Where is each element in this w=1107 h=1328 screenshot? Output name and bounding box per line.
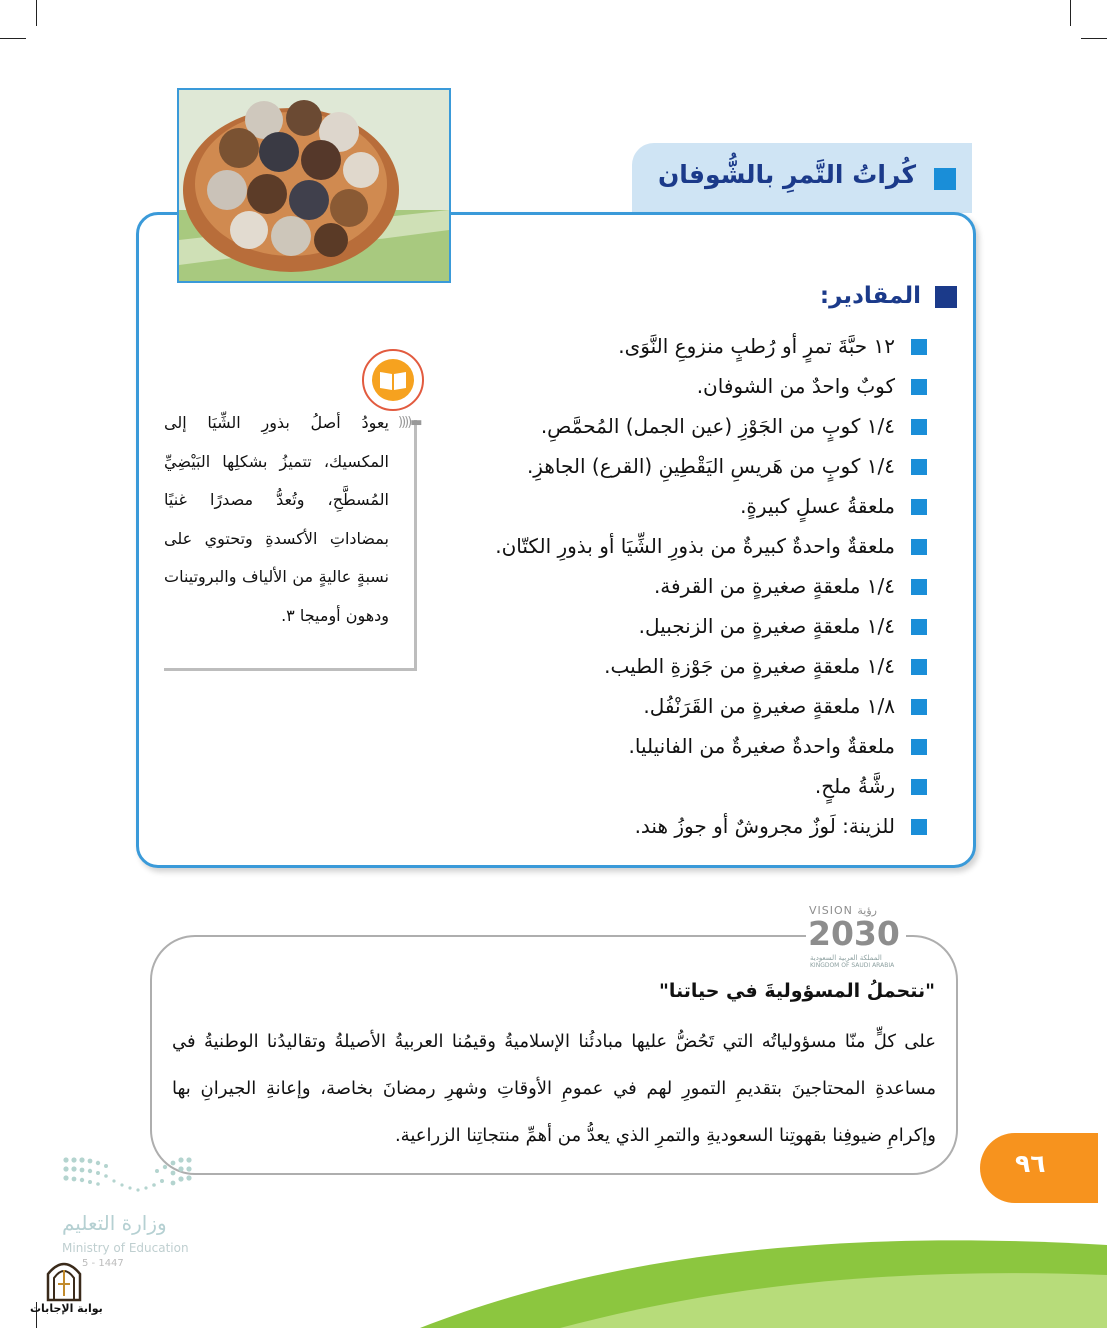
list-item: ١/٤ ملعقةٍ صغيرةٍ من الزنجبيل. [407,608,927,648]
gate-label: بوابة الإجابات [30,1302,103,1315]
bullet-square-icon [911,419,927,435]
book-icon [362,349,424,411]
list-item: للزينة: لَوزٌ مجروشٌ أو جوزُ هند. [407,808,927,848]
list-item: ملعقةٌ واحدةٌ كبيرةٌ من بذورِ الشِّيَا أو بذورِ الكتّان. [407,528,927,568]
list-item: ملعقةُ عسلٍ كبيرةٍ. [407,488,927,528]
date-balls-photo [177,88,451,283]
list-item: رشَّةُ ملحٍ. [407,768,927,808]
bullet-square-icon [911,459,927,475]
gate-logo-icon [44,1258,84,1302]
bullet-square-icon [911,659,927,675]
ingredients-list [407,328,927,848]
list-item: ١/٤ كوبٍ من الجَوْزِ (عين الجمل) المُحمَّصِ. [407,408,927,448]
bullet-square-icon [911,619,927,635]
page-number: ٩٦ [1015,1149,1046,1178]
title-square-icon [934,168,956,190]
side-note-text: يعودُ أصلُ بذورِ الشِّيَا إلى المكسيك، تتميزُ بشكلِها البَيْضِيِّ المُسطَّحِ، وتُعدُّ مصدرًا غنيًا بمضاداتِ الأكسدةِ وتحتوي على نسبةٍ عاليةٍ من الألياف والبروتينات ودهون أوميجا ٣. [164,413,389,625]
heading-square-icon [935,286,957,308]
vision-2030-logo: VISION رؤية 2030 المملكة العربية السعودية KINGDOM OF SAUDI ARABIA [806,902,906,970]
list-item: ١/٤ ملعقةٍ صغيرةٍ من جَوْزةِ الطيب. [407,648,927,688]
bullet-square-icon [911,379,927,395]
ministry-english-name: Ministry of Education [62,1241,189,1255]
bullet-square-icon [911,579,927,595]
quote-title: "نتحملُ المسؤوليةَ في حياتنا" [658,980,935,1002]
ingredients-heading [820,283,957,309]
bullet-square-icon [911,339,927,355]
ingredients-heading-text: المقادير: [819,283,921,309]
bullet-square-icon [911,539,927,555]
list-item: كوبٌ واحدٌ من الشوفان. [407,368,927,408]
bullet-square-icon [911,499,927,515]
crop-mark [36,0,37,26]
page-number-badge [980,1133,1098,1203]
bullet-square-icon [911,739,927,755]
side-note-marks: ))))▬ [398,415,421,430]
crop-mark [0,38,26,39]
list-item: ١/٤ ملعقةٍ صغيرةٍ من القرفة. [407,568,927,608]
list-item: ١٢ حبَّةَ تمرٍ أو رُطبٍ منزوعِ النَّوَى. [407,328,927,368]
recipe-title-tab [632,143,972,213]
bullet-square-icon [911,819,927,835]
crop-mark [1081,38,1107,39]
list-item: ١/٤ كوبٍ من هَريسِ اليَقْطِينِ (القرع) الجاهزِ. [407,448,927,488]
list-item: ١/٨ ملعقةٍ صغيرةٍ من القَرَنْفُل. [407,688,927,728]
ministry-dots-logo [62,1155,197,1200]
ministry-arabic-name: وزارة التعليم [62,1211,167,1235]
recipe-title: كُراتُ التَّمرِ بالشُّوفان [657,160,916,189]
bullet-square-icon [911,779,927,795]
bullet-square-icon [911,699,927,715]
list-item: ملعقةٌ واحدةٌ صغيرةٌ من الفانيليا. [407,728,927,768]
crop-mark [1070,1302,1071,1328]
ministry-year: 5 - 1447 [82,1258,124,1269]
quote-body: على كلٍّ منّا مسؤولياتُه التي تَحُضُّ عليها مبادئُنا الإسلاميةُ وقيمُنا العربيةُ الأصيلةُ وتقاليدُنا الوطنيةُ في مساعدةِ المحتاجينَ بتقديمِ التمورِ لهم في عمومِ الأوقاتِ وشهرِ رمضانَ بخاصة، وإعانةِ الجيرانِ بها وإكرامِ ضيوفِنا بقهوتِنا السعوديةِ والتمرِ الذي يعدُّ من أهمِّ منتجاتِنا الزراعية. [172,1031,936,1146]
crop-mark [1070,0,1071,26]
